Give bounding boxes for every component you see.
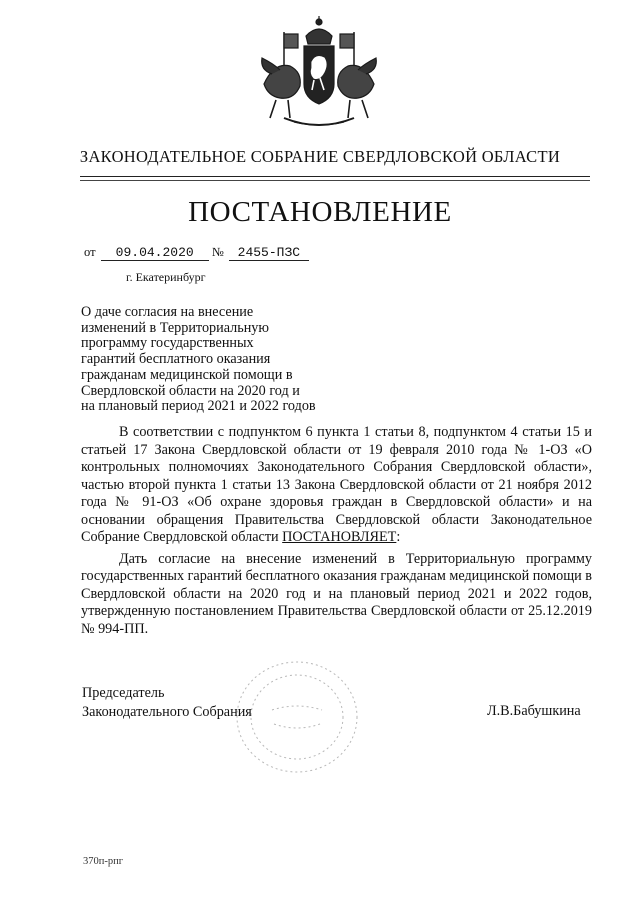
footer-code: 370п-рпг <box>83 856 124 867</box>
position-line-1: Председатель <box>82 685 165 701</box>
subject-block <box>81 305 371 415</box>
city-line: г. Екатеринбург <box>126 270 206 284</box>
preamble-text: В соответствии с подпунктом 6 пункта 1 статьи 8, подпунктом 4 статьи 15 и статьей 17 Закона Свердловской области от 19 февраля 2010 года № 1-ОЗ «О контрольных полномочиях Законодательного Собрания Свердловской области», частью второй пункта 1 статьи 13 Закона Свердловской области от 21 ноября 2012 года № 91-ОЗ «Об охране здоровья граждан в Свердловской области» и на основании обращения Правительства Свердловской области Законодательное Собрание Свердловской области <box>81 424 592 545</box>
header-rule-thick <box>80 176 590 177</box>
subject-line: гражданам медицинской помощи в <box>81 366 293 383</box>
signatory-name: Л.В.Бабушкина <box>487 703 581 719</box>
subject-line: изменений в Территориальную <box>81 319 269 336</box>
body-paragraph-preamble <box>81 424 592 547</box>
organization-heading: ЗАКОНОДАТЕЛЬНОЕ СОБРАНИЕ СВЕРДЛОВСКОЙ ОБЛАСТИ <box>79 147 561 166</box>
document-date: 09.04.2020 <box>101 245 209 261</box>
subject-line: Свердловской области на 2020 год и <box>81 382 300 399</box>
subject-line: О даче согласия на внесение <box>81 304 254 320</box>
signatory-position <box>82 684 252 722</box>
document-body <box>81 424 592 638</box>
document-title: ПОСТАНОВЛЕНИЕ <box>188 196 452 228</box>
date-label: от <box>84 245 96 259</box>
body-paragraph-resolution: Дать согласие на внесение изменений в Территориальную программу государственных гарантий бесплатного оказания гражданам медицинской помощи в Свердловской области на 2020 год и на плановый период 2021 и 2022 годов, утвержденную постановлением Правительства Свердловской области от 25.12.2019 № 994-ПП. <box>81 550 593 637</box>
subject-line: программу государственных <box>81 335 254 352</box>
coat-of-arms-icon <box>254 14 384 134</box>
subject-line: на плановый период 2021 и 2022 годов <box>81 398 316 415</box>
preamble-end: : <box>396 529 401 545</box>
date-number-line <box>84 245 309 261</box>
header-rule-thin <box>80 180 590 181</box>
resolves-keyword: ПОСТАНОВЛЯЕТ <box>282 529 397 545</box>
document-number: 2455-ПЗС <box>229 245 309 261</box>
position-line-2: Законодательного Собрания <box>82 704 252 720</box>
number-label: № <box>211 245 224 259</box>
subject-line: гарантий бесплатного оказания <box>81 351 271 368</box>
